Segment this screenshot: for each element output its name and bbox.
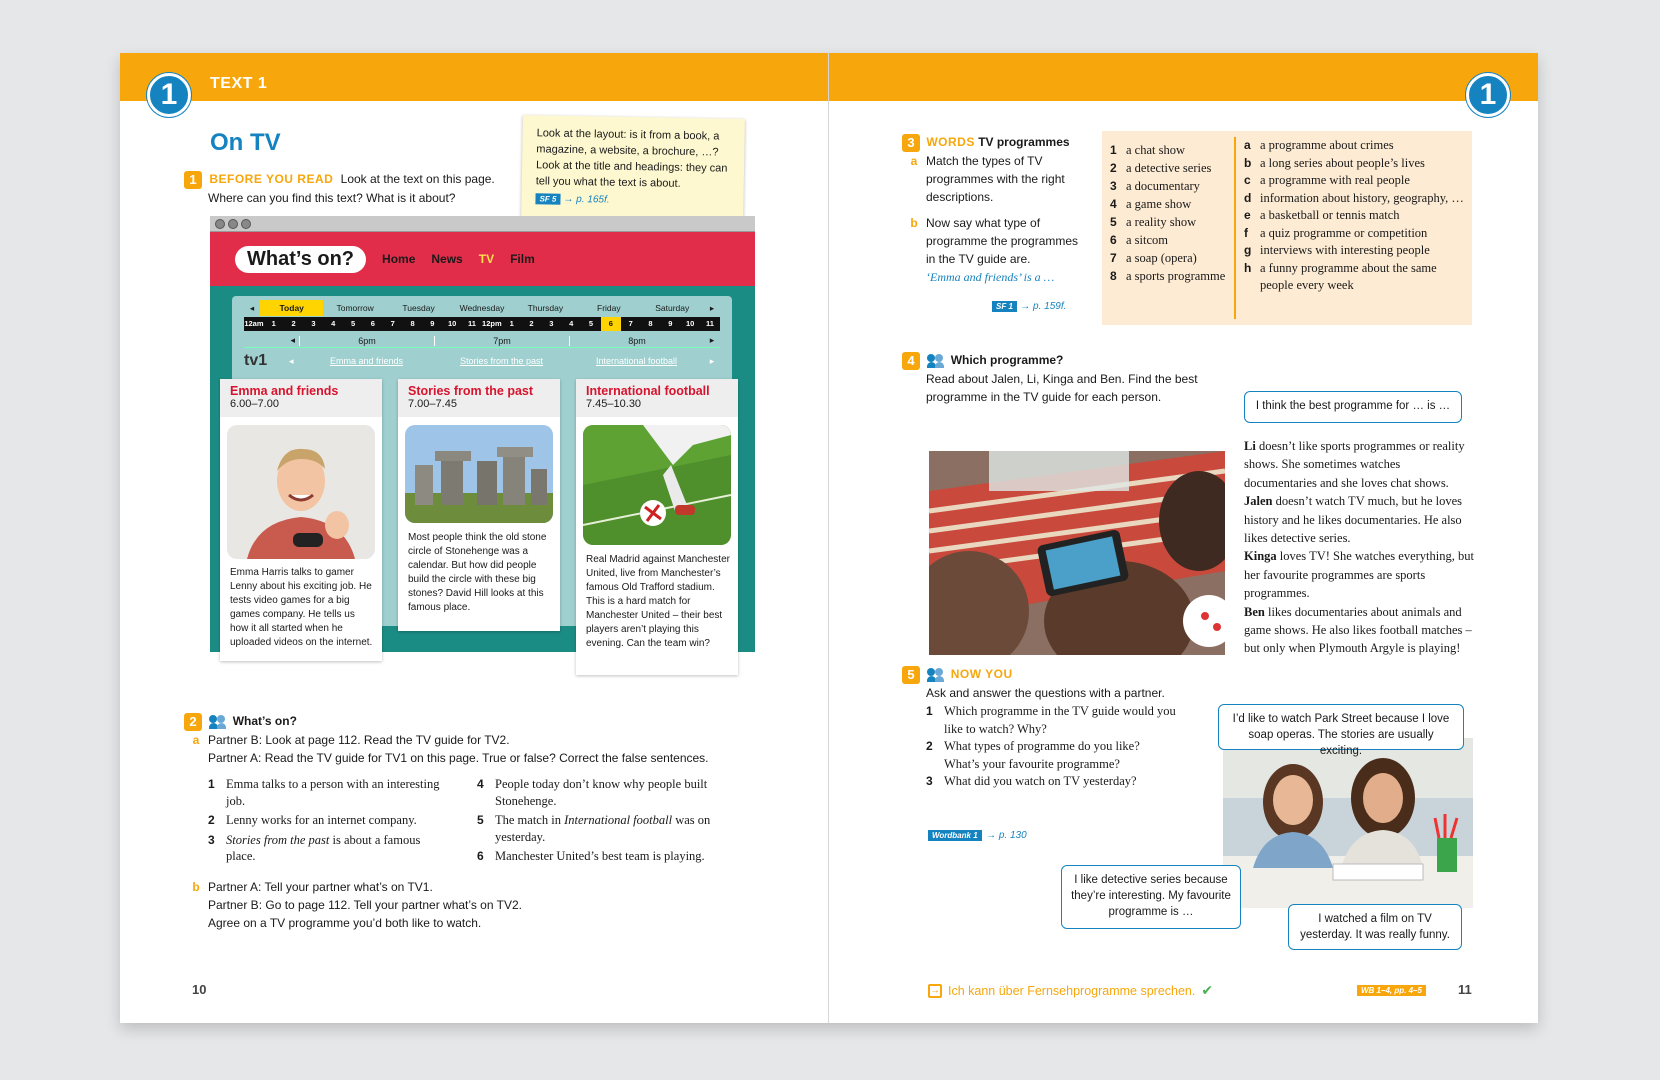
hour-cell: 4 — [569, 319, 574, 328]
task-number-badge: 4 — [902, 352, 920, 370]
textbook-spread — [120, 53, 1538, 1023]
item-number: 8 — [1110, 269, 1117, 283]
hour-cell: 10 — [448, 319, 457, 328]
item-text: a sports programme — [1126, 269, 1226, 283]
page-reference-link[interactable]: → p. 159f. — [1020, 300, 1067, 312]
subtask-letter: b — [192, 880, 200, 894]
hour-cell: 8 — [410, 319, 415, 328]
person-text: doesn’t like sports programmes or reality shows. She sometimes watches documentaries and she loves chat shows. — [1244, 439, 1465, 490]
statement-item: 3 Stories from the past is about a famous place. — [208, 832, 421, 863]
task-text: Agree on a TV programme you’d both like to watch. — [208, 916, 482, 930]
task-text: Partner A: Read the TV guide for TV1 on this page. True or false? Correct the false sentences. — [208, 750, 709, 765]
channel-logo: tv1 — [244, 352, 268, 369]
hour-cell: 3 — [549, 319, 554, 328]
hour-cell: 3 — [311, 319, 316, 328]
item-text: a funny programme about the same people every week — [1260, 260, 1437, 292]
sticky-note-text: Look at the layout: is it from a book, a magazine, a website, a brochure, …? Look at the title and headings: they can tell you what the text is about. — [535, 127, 728, 190]
item-number: 3 — [926, 774, 933, 788]
descriptions-list — [1244, 137, 1466, 295]
window-control-icon[interactable] — [228, 219, 238, 229]
hour-cell: 11 — [468, 319, 476, 328]
hour-cell: 7 — [628, 319, 633, 328]
day-tab[interactable]: Friday — [597, 303, 621, 313]
time-slot: 8pm — [569, 336, 704, 346]
sticky-note — [521, 115, 745, 225]
hour-cell: 2 — [291, 319, 296, 328]
programme-card-stories[interactable] — [398, 379, 560, 631]
item-text: a long series about people’s lives — [1260, 155, 1425, 170]
item-text: a chat show — [1126, 143, 1186, 157]
person-description — [1244, 492, 1474, 547]
header-bar — [120, 53, 1538, 101]
day-tab[interactable]: Saturday — [655, 303, 690, 313]
task-text: programme in the TV guide for each person. — [926, 389, 1162, 404]
example-answer: ‘Emma and friends’ is a … — [926, 269, 1055, 284]
divider — [1234, 137, 1236, 319]
task-text: Read about Jalen, Li, Kinga and Ben. Find the best — [926, 371, 1198, 386]
item-text: a programme about crimes — [1260, 138, 1394, 152]
item-letter: h — [1244, 260, 1252, 275]
card-time: 7.00–7.45 — [408, 398, 457, 410]
item-number: 4 — [1110, 197, 1117, 211]
matching-box — [1102, 131, 1472, 325]
can-do-text: Ich kann über Fernsehprogramme sprechen. — [948, 983, 1196, 998]
hour-cell: 9 — [430, 319, 435, 328]
person-text: likes documentaries about animals and game shows. He also likes football matches – but only when Plymouth Argyle is playing! — [1244, 604, 1472, 656]
hour-cell: 12pm — [482, 319, 502, 328]
time-slot-row — [244, 334, 720, 348]
programme-type-item — [1110, 177, 1228, 195]
channel-row — [244, 352, 720, 370]
item-text: a documentary — [1126, 179, 1200, 193]
person-description — [1244, 547, 1474, 602]
person-description — [1244, 437, 1474, 492]
wordbank-tag[interactable]: Wordbank 1 — [928, 830, 982, 841]
item-number: 1 — [1110, 143, 1117, 157]
header-label: TEXT 1 — [210, 75, 268, 92]
item-number: 2 — [1110, 161, 1117, 175]
programme-type-item — [1110, 195, 1228, 213]
page-reference-link[interactable]: → p. 165f. — [563, 193, 610, 206]
arrow-right-icon: → — [930, 985, 940, 996]
hour-cell: 7 — [390, 319, 395, 328]
speech-bubble: I watched a film on TV yesterday. It was really funny. — [1288, 904, 1462, 950]
item-text: a quiz programme or competition — [1260, 225, 1428, 240]
browser-titlebar — [210, 216, 755, 232]
day-tab[interactable]: Today — [260, 300, 323, 316]
unit-number-badge-right: 1 — [1466, 73, 1510, 117]
subtask-letter: a — [192, 732, 200, 747]
scroll-right-icon[interactable]: ▸ — [709, 355, 715, 366]
hour-cell: 1 — [271, 319, 276, 328]
programme-type-item — [1110, 231, 1228, 249]
task-3 — [902, 133, 1088, 316]
task-label: BEFORE YOU READ — [209, 172, 334, 186]
item-letter: d — [1244, 190, 1252, 205]
question-item — [926, 703, 1176, 738]
programme-types-list — [1110, 141, 1228, 285]
programme-card-football[interactable] — [576, 379, 738, 675]
item-text: a programme with real people — [1260, 173, 1410, 187]
prev-day-arrow-icon[interactable]: ◂ — [249, 302, 255, 313]
task-2b — [184, 878, 744, 932]
task-text: Match the types of TV programmes with the right descriptions. — [926, 153, 1065, 204]
item-letter: f — [1244, 225, 1248, 240]
item-number: 3 — [1110, 179, 1117, 193]
item-text: What types of programme do you like? What’s your favourite programme? — [944, 739, 1140, 771]
card-title: International football — [586, 384, 710, 398]
partner-work-icon — [927, 668, 945, 682]
item-text: a game show — [1126, 197, 1192, 211]
partner-work-icon — [927, 354, 945, 368]
listing-link[interactable]: Emma and friends — [329, 356, 404, 366]
statements-left — [208, 776, 448, 865]
hour-cell: 2 — [529, 319, 534, 328]
next-day-arrow-icon[interactable]: ▸ — [709, 302, 715, 313]
page-title: On TV — [210, 129, 281, 156]
day-tab[interactable]: Thursday — [527, 303, 564, 313]
item-text: a reality show — [1126, 215, 1197, 229]
item-text: Which programme in the TV guide would you like to watch? Why? — [944, 704, 1176, 736]
person-description — [1244, 603, 1474, 658]
person-name: Kinga — [1244, 549, 1277, 564]
unit-number-badge-left: 1 — [147, 73, 191, 117]
statements-right — [477, 776, 737, 865]
description-item — [1244, 137, 1466, 155]
programme-card-emma[interactable] — [220, 379, 382, 661]
speech-bubble: I think the best programme for … is … — [1244, 391, 1462, 423]
task-text: Ask and answer the questions with a partner. — [926, 685, 1165, 700]
task-number-badge: 2 — [184, 713, 202, 731]
item-text: interviews with interesting people — [1260, 243, 1430, 257]
item-number: 2 — [926, 739, 933, 753]
nav-news[interactable]: News — [431, 252, 463, 266]
person-name: Ben — [1244, 604, 1265, 619]
window-control-icon[interactable] — [241, 219, 251, 229]
task-1 — [184, 170, 514, 207]
checkmark-icon: ✔ — [1201, 982, 1214, 998]
task-number-badge: 5 — [902, 666, 920, 684]
item-text: a basketball or tennis match — [1260, 208, 1400, 222]
skills-file-tag[interactable]: SF 5 — [535, 193, 560, 204]
time-slot: 7pm — [434, 336, 569, 346]
hour-strip — [244, 317, 720, 331]
question-item — [926, 773, 1176, 791]
programme-type-item — [1110, 141, 1228, 159]
item-number: 7 — [1110, 251, 1117, 265]
programme-type-item — [1110, 213, 1228, 231]
card-time: 6.00–7.00 — [230, 398, 279, 410]
card-title: Stories from the past — [408, 384, 534, 398]
questions-list — [926, 703, 1176, 791]
day-tab[interactable]: Tuesday — [402, 303, 435, 313]
hour-cell: 6 — [601, 317, 621, 331]
hour-cell: 5 — [588, 319, 594, 328]
item-letter: b — [1244, 155, 1252, 170]
scroll-left-icon[interactable]: ◂ — [290, 335, 295, 345]
task-text: Now say what type of programme the programmes in the TV guide are. — [926, 215, 1079, 266]
nav-film[interactable]: Film — [510, 252, 535, 266]
item-letter: g — [1244, 243, 1252, 257]
page-number-left: 10 — [192, 982, 207, 997]
task-text: Partner A: Tell your partner what’s on TV1. — [208, 880, 433, 894]
people-descriptions — [1244, 437, 1474, 658]
speech-bubble: I’d like to watch Park Street because I love soap operas. The stories are usually exciting. — [1218, 704, 1464, 750]
wordbank-ref — [928, 825, 1027, 843]
time-slot: 6pm — [299, 336, 434, 346]
task-label: WORDS — [926, 135, 975, 149]
task-text: Where can you find this text? What is it about? — [208, 190, 456, 205]
programme-type-item — [1110, 249, 1228, 267]
nav-tv-active[interactable]: TV — [478, 252, 495, 266]
description-item — [1244, 242, 1466, 260]
task-label: NOW YOU — [950, 667, 1013, 681]
workbook-ref[interactable]: WB 1–4, pp. 4–5 — [1357, 985, 1426, 996]
task-title: TV programmes — [978, 135, 1070, 149]
statement-item: 2 Lenny works for an internet company. — [208, 813, 417, 827]
description-item — [1244, 260, 1466, 295]
page-reference-link[interactable]: → p. 130 — [986, 830, 1027, 841]
card-title: Emma and friends — [230, 384, 339, 398]
statement-item: 4 People today don’t know why people built Stonehenge. — [477, 777, 708, 808]
task-text: Look at the text on this page. — [340, 172, 495, 186]
description-item — [1244, 225, 1466, 243]
task-text: Partner B: Go to page 112. Tell your partner what’s on TV2. — [208, 898, 522, 912]
description-item — [1244, 172, 1466, 190]
statement-item: 5 The match in International football was on yesterday. — [477, 813, 711, 844]
hour-cell: 5 — [350, 319, 356, 328]
item-letter: a — [1244, 138, 1251, 152]
task-number-badge: 1 — [184, 171, 202, 189]
day-tab[interactable]: Tomorrow — [336, 303, 374, 313]
person-name: Jalen — [1244, 494, 1273, 509]
task-title: Which programme? — [950, 353, 1064, 367]
programme-type-item — [1110, 159, 1228, 177]
task-2 — [184, 712, 744, 767]
football-kick-photo — [583, 425, 731, 545]
page-gutter — [828, 53, 829, 1023]
hour-cell: 10 — [685, 319, 695, 328]
item-letter: c — [1244, 173, 1251, 187]
can-do-statement — [928, 982, 1213, 999]
site-header — [210, 232, 755, 286]
window-control-icon[interactable] — [215, 219, 225, 229]
site-logo[interactable]: What’s on? — [235, 246, 366, 273]
statement-item: 1 Emma talks to a person with an interesting job. — [208, 777, 440, 808]
question-item — [926, 738, 1176, 773]
hour-cell: 6 — [370, 319, 375, 328]
item-letter: e — [1244, 208, 1251, 222]
person-text: doesn’t watch TV much, but he loves history and he likes documentaries. He also likes detective series. — [1244, 494, 1463, 546]
subtask-letter: b — [910, 215, 918, 230]
item-text: What did you watch on TV yesterday? — [944, 774, 1137, 788]
hour-cell: 8 — [648, 319, 653, 328]
teenagers-watching-tablet-photo — [929, 451, 1225, 655]
day-tab[interactable]: Wednesday — [459, 303, 505, 313]
task-4 — [902, 351, 1202, 406]
hour-cell: 9 — [668, 319, 673, 328]
man-with-game-controller-photo — [227, 425, 375, 559]
page-number-right: 11 — [1458, 982, 1472, 997]
scroll-left-icon[interactable]: ◂ — [289, 355, 294, 366]
card-time: 7.45–10.30 — [586, 398, 642, 410]
description-item — [1244, 155, 1466, 173]
item-text: information about history, geography, … — [1260, 190, 1464, 205]
speech-bubble: I like detective series because they’re interesting. My favourite programme is … — [1061, 865, 1241, 929]
listing-link[interactable]: International football — [595, 356, 678, 366]
item-text: a detective series — [1126, 161, 1212, 175]
item-number: 6 — [1110, 233, 1117, 247]
task-number-badge: 3 — [902, 134, 920, 152]
task-text: Partner B: Look at page 112. Read the TV guide for TV2. — [208, 732, 510, 747]
programme-type-item — [1110, 267, 1228, 285]
day-tabs — [244, 300, 720, 316]
scroll-right-icon[interactable]: ▸ — [709, 335, 715, 345]
stonehenge-photo — [405, 425, 553, 523]
description-item — [1244, 190, 1466, 208]
hour-cell: 1 — [509, 319, 514, 328]
statement-item: 6 Manchester United’s best team is playing. — [477, 849, 705, 863]
nav-home[interactable]: Home — [382, 252, 416, 266]
card-text: Real Madrid against Manchester United, live from Manchester’s famous Old Trafford stadium. This is a hard match for Manchester United – their best players aren’t playing this evening. Can the team win? — [586, 554, 730, 649]
skills-file-tag[interactable]: SF 1 — [992, 301, 1017, 312]
hour-cell: 4 — [331, 319, 336, 328]
card-text: Emma Harris talks to gamer Lenny about his exciting job. He tests video games for a big games company. He tells us how it all started when he uploaded videos on the internet. — [230, 567, 373, 648]
hour-cell: 11 — [705, 319, 714, 328]
person-text: loves TV! She watches everything, but her favourite programmes are sports programmes. — [1244, 549, 1474, 601]
item-number: 1 — [926, 704, 933, 718]
person-name: Li — [1244, 439, 1256, 453]
partner-work-icon — [209, 715, 227, 729]
card-text: Most people think the old stone circle of Stonehenge was a calendar. But how did people build the circle with these big stones? David Hill looks at this famous place. — [408, 532, 547, 613]
two-girls-in-classroom-photo — [1223, 738, 1473, 908]
task-title: What’s on? — [232, 714, 297, 728]
hour-cell: 12am — [244, 319, 264, 328]
item-text: a sitcom — [1126, 233, 1169, 247]
item-text: a soap (opera) — [1126, 251, 1197, 265]
listing-link[interactable]: Stories from the past — [459, 356, 544, 366]
task-5 — [902, 665, 1172, 702]
item-number: 5 — [1110, 215, 1117, 229]
subtask-letter: a — [910, 153, 918, 168]
description-item — [1244, 207, 1466, 225]
